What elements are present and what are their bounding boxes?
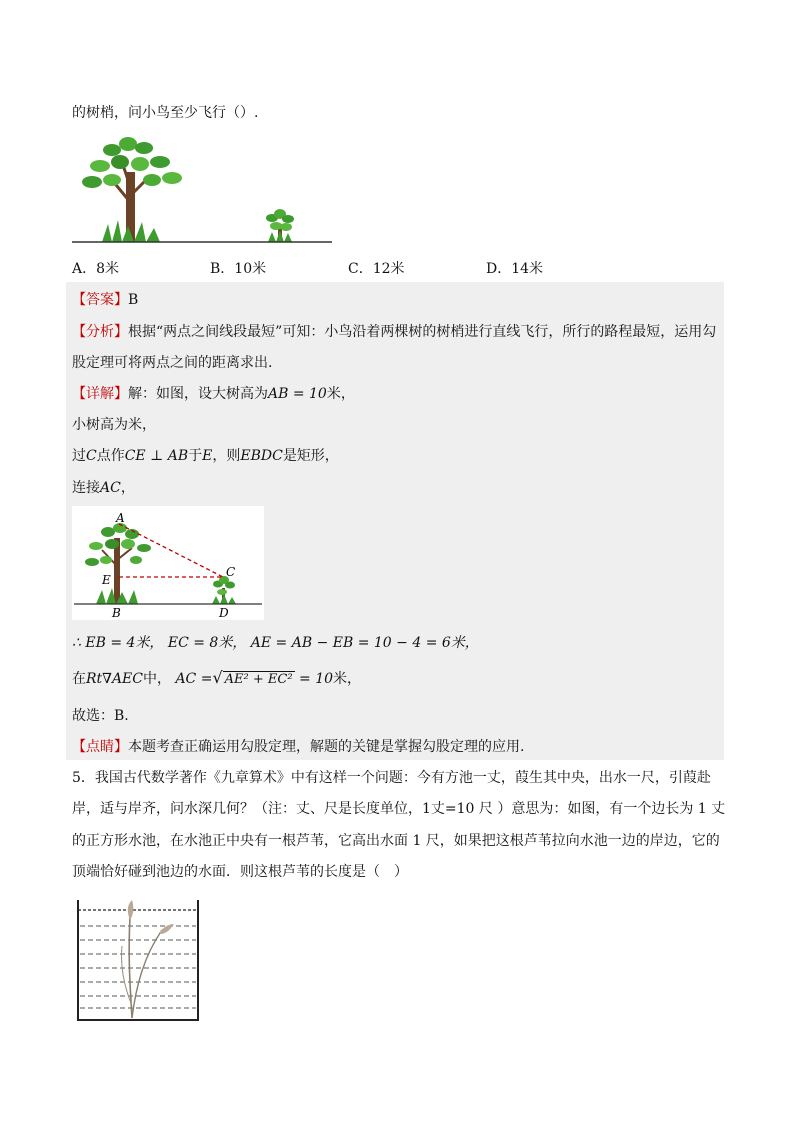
detail-3a: 过 [72, 448, 86, 464]
option-a: A．8米 [72, 261, 120, 277]
detail-3d: ，则 [212, 448, 241, 464]
two-trees-figure [72, 132, 334, 248]
analysis-line-1 [72, 321, 716, 341]
q5-line-1: 5．我国古代数学著作《九章算术》中有这样一个问题：今有方池一丈，葭生其中央，出水一尺，引葭赴 [72, 770, 711, 786]
q4-stem-tail: 的树梢，问小鸟至少飞行（）. [72, 105, 259, 121]
math-ab-10: AB = 10 [268, 386, 327, 402]
math-ac: AC [100, 480, 121, 496]
calc-line-2 [72, 668, 361, 688]
analysis-text-1: 根据“两点之间线段最短”可知：小鸟沿着两棵树的树梢进行直线飞行，所行的路程最短，运用勾 [128, 324, 717, 340]
math-ebdc: EBDC [240, 448, 283, 464]
math-ac-eq: AC = [175, 671, 213, 687]
small-tree-illustration [266, 209, 294, 242]
big-tree-illustration [82, 137, 182, 242]
math-ce-perp-ab: CE ⊥ AB [124, 448, 189, 464]
label-e: E [102, 573, 111, 587]
label-d: D [219, 606, 229, 620]
comment-text: 本题考查正确运用勾股定理，解题的关键是掌握勾股定理的应用. [128, 739, 525, 755]
calc-line-1 [72, 632, 479, 652]
detail-text-1: 解：如图，设大树高为 [128, 386, 268, 402]
math-e: E [202, 448, 213, 464]
calc-2b: 中， [142, 671, 171, 687]
answer-tag: 【答案】 [72, 292, 128, 308]
water-lines [80, 926, 196, 1008]
answer-value: B [128, 292, 139, 308]
detail-4a: 连接 [72, 480, 100, 496]
detail-3c: 于 [188, 448, 203, 464]
sqrt-sign: √ [212, 668, 223, 687]
label-a: A [116, 511, 125, 525]
option-d: D．14米 [486, 261, 544, 277]
label-b: B [112, 606, 121, 620]
solution-figure [72, 506, 264, 620]
reed-illustration [121, 900, 174, 1018]
detail-line-2: 小树高为米， [72, 417, 156, 433]
label-c: C [226, 565, 236, 579]
option-c: C．12米 [348, 261, 405, 277]
analysis-line-2: 股定理可将两点之间的距离求出. [72, 355, 273, 371]
math-rt-aec: Rt∇AEC [86, 671, 143, 687]
answer-line [72, 289, 138, 309]
q5-line-3: 的正方形水池，在水池正中央有一根芦苇，它高出水面 1 尺，如果把这根芦苇拉向水池一边的岸边，它的 [72, 833, 720, 849]
detail-line-1 [72, 383, 355, 403]
detail-line-3 [72, 445, 339, 465]
math-eq-10: = 10 [299, 671, 334, 687]
math-c: C [86, 448, 97, 464]
detail-4b: ， [120, 480, 135, 496]
comment-tag: 【点睛】 [72, 739, 128, 755]
detail-line-4 [72, 477, 135, 497]
option-b: B．10米 [210, 261, 267, 277]
calc-2-unit: 米， [333, 671, 362, 687]
detail-unit-1: 米， [326, 386, 355, 402]
calc-2a: 在 [72, 671, 86, 687]
pond-figure [74, 896, 204, 1026]
choose-line: 故选：B. [72, 708, 129, 724]
detail-3b: 点作 [96, 448, 125, 464]
calc-1-math: ∴ EB = 4米， EC = 8米， AE = AB − EB = 10 − 4 = 6米， [72, 635, 479, 651]
q5-line-2: 岸，适与岸齐，问水深几何？（注：丈、尺是长度单位，1丈=10 尺 ）意思为：如图，有一个边长为 1 丈 [72, 801, 726, 817]
q5-line-4: 顶端恰好碰到池边的水面．则这根芦苇的长度是（ ） [72, 864, 408, 880]
math-radicand: AE² + EC² [224, 672, 293, 687]
pond-walls [78, 900, 198, 1020]
detail-tag: 【详解】 [72, 386, 128, 402]
detail-3e: 是矩形， [282, 448, 339, 464]
analysis-tag: 【分析】 [72, 324, 128, 340]
comment-line [72, 736, 524, 756]
